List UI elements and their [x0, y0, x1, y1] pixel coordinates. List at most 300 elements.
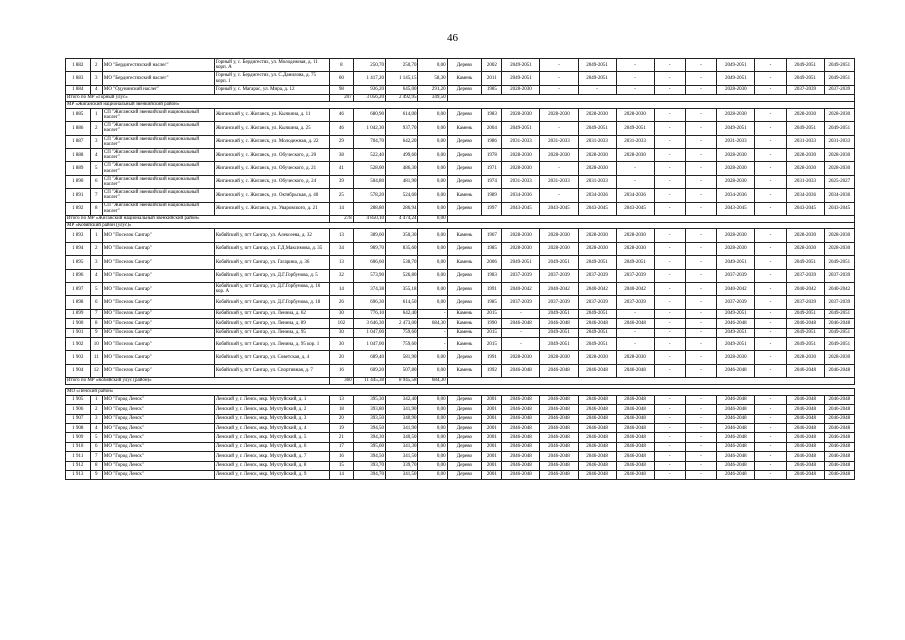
table-cell: 1 899 [66, 309, 91, 318]
table-cell: 2028-2030 [824, 351, 854, 364]
table-cell: 393,50 [353, 414, 385, 423]
table-cell: - [755, 309, 786, 318]
table-cell: 341,50 [386, 452, 418, 461]
table-cell: МО "Город Ленск" [102, 414, 214, 423]
table-cell: - [616, 309, 654, 318]
table-cell: 29 [330, 135, 354, 148]
table-cell: 2049-2051 [578, 122, 616, 135]
table-cell: 6 [90, 296, 102, 309]
table-cell: 2046-2048 [502, 452, 540, 461]
table-cell: - [685, 309, 716, 318]
table-cell: 2037-2039 [616, 269, 654, 282]
table-cell: 2028-2030 [502, 162, 540, 175]
table-row [66, 283, 855, 296]
table-cell: 1 905 [66, 395, 91, 404]
table-cell: 2037-2039 [786, 269, 824, 282]
table-cell: - [685, 414, 716, 423]
table-cell: 2 [90, 59, 102, 72]
table-cell: 2046-2048 [616, 319, 654, 328]
table-cell: 1 907 [66, 414, 91, 423]
table-cell: 2037-2039 [717, 269, 755, 282]
table-cell: - [685, 405, 716, 414]
table-cell: 1 047,00 [353, 338, 385, 351]
table-cell: - [685, 319, 716, 328]
table-cell: МО "Бердигестяхский наслег" [102, 59, 214, 72]
table-cell: 1 912 [66, 461, 91, 470]
table-cell: 0,00 [418, 351, 447, 364]
table-cell: Кобяйский у, пгт Сангар, ул. Г.Д.Максимова, д. 35 [214, 242, 329, 255]
table-cell: - [654, 242, 685, 255]
table-cell: - [654, 319, 685, 328]
table-cell: 2025-2027 [824, 175, 854, 188]
table-cell: 2034-2036 [717, 189, 755, 202]
table-cell: 25 [330, 189, 354, 202]
table-cell: - [654, 452, 685, 461]
table-cell: 0,00 [418, 452, 447, 461]
table-cell: 7 [90, 189, 102, 202]
table-cell: 704,70 [353, 135, 385, 148]
table-cell: 14 [330, 202, 354, 215]
table-cell: 2040-2042 [502, 283, 540, 296]
table-cell: - [616, 328, 654, 337]
table-cell: МО "Поселок Сангар" [102, 296, 214, 309]
table-cell: 573,90 [353, 269, 385, 282]
total-value: 278 [330, 215, 354, 222]
table-cell: 524,60 [386, 189, 418, 202]
table-cell: - [685, 122, 716, 135]
table-row [66, 296, 855, 309]
section-header: МР «Кобяйский район (улус)» [66, 222, 855, 229]
table-cell: 0,00 [418, 148, 447, 161]
table-cell: 102 [330, 319, 354, 328]
table-cell: 2040-2042 [578, 283, 616, 296]
table-row [66, 269, 855, 282]
table-cell: 0,00 [418, 405, 447, 414]
table-cell: - [685, 148, 716, 161]
table-cell: - [685, 283, 716, 296]
table-cell: 6 [90, 175, 102, 188]
table-cell: 2001 [482, 423, 502, 432]
table-cell: 2028-2030 [616, 108, 654, 121]
table-cell: - [540, 59, 578, 72]
table-cell: Камень [447, 189, 482, 202]
table-cell: Камень [447, 364, 482, 377]
table-cell: Дерево [447, 461, 482, 470]
table-cell: Жиганский у, с. Жиганск, ул. Кычкина, д. 11 [214, 108, 329, 121]
table-cell: МО "Поселок Сангар" [102, 309, 214, 318]
table-cell: - [540, 162, 578, 175]
table-cell: 17 [330, 442, 354, 451]
table-cell: 0,00 [418, 122, 447, 135]
table-cell: 2028-2030 [616, 148, 654, 161]
table-cell: Кобяйский у, пгт Сангар, ул. Советская, д. 4 [214, 351, 329, 364]
table-cell: 2046-2048 [717, 414, 755, 423]
table-cell: - [502, 328, 540, 337]
table-cell: 15 [330, 461, 354, 470]
table-cell: - [755, 162, 786, 175]
table-cell: 2034-2036 [502, 189, 540, 202]
table-cell: 2049-2051 [786, 59, 824, 72]
total-value: 349,50 [418, 95, 447, 102]
table-cell: - [502, 338, 540, 351]
table-cell: МО "Бердигестяхский наслег" [102, 72, 214, 85]
table-cell: 0,00 [418, 189, 447, 202]
total-value: 4 850,10 [353, 215, 385, 222]
table-cell: Дерево [447, 423, 482, 432]
table-cell: 2037-2039 [616, 296, 654, 309]
table-cell: 3 [90, 135, 102, 148]
table-cell: 1 913 [66, 470, 91, 479]
table-cell: 759,60 [386, 328, 418, 337]
table-cell: 499,60 [386, 148, 418, 161]
table-cell: 2037-2039 [540, 269, 578, 282]
table-cell: 2046-2048 [578, 405, 616, 414]
table-cell: 2049-2051 [540, 309, 578, 318]
table-cell: 2028-2030 [717, 108, 755, 121]
table-row [66, 423, 855, 432]
table-cell: 2049-2051 [578, 338, 616, 351]
table-cell: 394,30 [353, 433, 385, 442]
table-cell: 2046-2048 [786, 461, 824, 470]
table-cell: - [685, 175, 716, 188]
table-cell: - [755, 442, 786, 451]
table-cell: 20 [330, 414, 354, 423]
table-cell: - [540, 85, 578, 94]
table-cell: 2049-2051 [717, 309, 755, 318]
table-cell: 614,00 [386, 108, 418, 121]
table-cell: - [685, 296, 716, 309]
table-cell: 2046-2048 [540, 414, 578, 423]
table-cell: 2046-2048 [786, 433, 824, 442]
table-cell: - [654, 364, 685, 377]
table-cell: 645,00 [386, 85, 418, 94]
table-cell: 2028-2030 [540, 148, 578, 161]
table-cell: 2031-2033 [717, 135, 755, 148]
table-cell: 395,30 [353, 395, 385, 404]
table-cell: СП "Жиганский эвенкийский национальный наслег" [102, 202, 214, 215]
table-cell: - [685, 338, 716, 351]
table-cell: 2046-2048 [824, 364, 854, 377]
table-cell: 2031-2033 [786, 175, 824, 188]
table-cell: - [755, 242, 786, 255]
table-cell: - [685, 452, 716, 461]
table-cell: 2028-2030 [717, 85, 755, 94]
table-cell: 2034-2036 [578, 189, 616, 202]
table-row [66, 175, 855, 188]
table-cell: - [685, 351, 716, 364]
table-cell: 2031-2033 [578, 175, 616, 188]
table-row [66, 461, 855, 470]
table-cell: 0,00 [418, 175, 447, 188]
table-cell: 2046-2048 [502, 461, 540, 470]
table-cell: 4 [90, 269, 102, 282]
table-cell: МО "Поселок Сангар" [102, 338, 214, 351]
table-cell: - [755, 296, 786, 309]
table-cell: 507,80 [386, 364, 418, 377]
table-cell: 528,00 [353, 162, 385, 175]
table-cell: - [654, 202, 685, 215]
table-cell: 2049-2051 [540, 328, 578, 337]
table-cell: - [685, 85, 716, 94]
table-cell: - [755, 283, 786, 296]
table-cell: Дерево [447, 59, 482, 72]
table-cell: 2046-2048 [717, 405, 755, 414]
table-cell: МО "Поселок Сангар" [102, 328, 214, 337]
page-number: 46 [447, 32, 458, 44]
table-cell: 2046-2048 [824, 433, 854, 442]
table-cell: 642,20 [386, 135, 418, 148]
table-cell: 2028-2030 [540, 229, 578, 242]
table-cell: 2004 [482, 122, 502, 135]
total-value: 11 445,38 [353, 378, 385, 385]
table-cell: 1 886 [66, 122, 91, 135]
table-cell: 2049-2051 [786, 328, 824, 337]
table-cell: 2031-2033 [578, 135, 616, 148]
table-cell: - [685, 269, 716, 282]
table-cell: 696,30 [353, 296, 385, 309]
table-cell: Кобяйский у, пгт Сангар, ул. Д.Г.Горбунова, д. 5 [214, 269, 329, 282]
table-row [66, 85, 855, 94]
table-cell: 1990 [482, 319, 502, 328]
table-cell: - [540, 72, 578, 85]
table-cell: 2046-2048 [502, 433, 540, 442]
table-cell: - [685, 364, 716, 377]
table-cell: МО "Город Ленск" [102, 405, 214, 414]
table-cell: 2046-2048 [786, 405, 824, 414]
table-cell: Жиганский у, с. Жиганск, ул. Обуческого, д. 21 [214, 162, 329, 175]
table-row [66, 364, 855, 377]
table-cell: Кобяйский у, пгт Сангар, ул. Ленина, д. 89 [214, 319, 329, 328]
table-cell: МО "Поселок Сангар" [102, 319, 214, 328]
table-cell: - [654, 338, 685, 351]
table-cell: 2031-2033 [540, 175, 578, 188]
table-cell: 2 473,00 [386, 319, 418, 328]
table-cell: 341,30 [386, 442, 418, 451]
table-cell: 1 888 [66, 148, 91, 161]
table-cell: 2046-2048 [824, 442, 854, 451]
table-cell: 2028-2030 [717, 351, 755, 364]
table-cell: 288,80 [353, 202, 385, 215]
table-cell: - [654, 162, 685, 175]
table-cell: 2049-2051 [502, 59, 540, 72]
table-cell: 2028-2030 [786, 148, 824, 161]
table-cell: СП "Жиганский эвенкийский национальный наслег" [102, 135, 214, 148]
table-cell: - [654, 175, 685, 188]
table-row [66, 122, 855, 135]
table-cell: Кобяйский у, пгт Сангар, ул. Д.Г.Горбунова, д. 16 кор. А [214, 283, 329, 296]
table-cell: 2028-2030 [502, 108, 540, 121]
table-cell: 526,80 [386, 269, 418, 282]
table-cell: 2046-2048 [578, 452, 616, 461]
table-cell: 504,80 [353, 175, 385, 188]
table-cell: 8 [330, 59, 354, 72]
table-cell: МО "Поселок Сангар" [102, 351, 214, 364]
table-cell: - [654, 283, 685, 296]
table-cell: 2043-2045 [824, 202, 854, 215]
section-header-row [66, 222, 855, 229]
table-cell: 2046-2048 [540, 461, 578, 470]
table-cell: 1 894 [66, 242, 91, 255]
table-cell: - [755, 85, 786, 94]
table-cell: 2049-2051 [717, 59, 755, 72]
total-label: Итого по МР «Кобяйский улус (район)» [66, 378, 330, 385]
table-cell: 2046-2048 [502, 319, 540, 328]
table-cell: 2046-2048 [540, 433, 578, 442]
table-cell: 0,00 [418, 296, 447, 309]
table-cell: 2046-2048 [540, 442, 578, 451]
table-cell: Дерево [447, 433, 482, 442]
table-cell: 2046-2048 [578, 414, 616, 423]
total-value: 684,30 [418, 378, 447, 385]
table-cell: 2037-2039 [578, 296, 616, 309]
table-row [66, 328, 855, 337]
table-row [66, 162, 855, 175]
table-cell: 2028-2030 [717, 229, 755, 242]
table-cell: 2046-2048 [502, 423, 540, 432]
table-cell: 2028-2030 [502, 242, 540, 255]
table-cell: 2046-2048 [717, 319, 755, 328]
table-cell: МО "Город Ленск" [102, 395, 214, 404]
table-cell: 2028-2030 [540, 351, 578, 364]
table-cell: - [755, 364, 786, 377]
table-cell: - [685, 328, 716, 337]
table-cell: 2046-2048 [824, 405, 854, 414]
table-cell: 2049-2051 [786, 72, 824, 85]
table-cell: 16 [330, 452, 354, 461]
table-cell: Дерево [447, 242, 482, 255]
table-cell: 2046-2048 [578, 470, 616, 479]
table-cell: 2046-2048 [540, 395, 578, 404]
table-cell: Дерево [447, 148, 482, 161]
table-cell: 393,70 [353, 461, 385, 470]
table-cell: 2031-2033 [502, 135, 540, 148]
table-cell: - [654, 72, 685, 85]
table-cell: 60 [330, 72, 354, 85]
table-cell: 2002 [482, 59, 502, 72]
table-cell: 2006 [482, 256, 502, 269]
table-cell: 522,40 [353, 148, 385, 161]
table-cell: 340,90 [386, 414, 418, 423]
table-cell: Жиганский у, с. Жиганск, ул. Кычкина, д. 25 [214, 122, 329, 135]
table-cell: Дерево [447, 162, 482, 175]
table-cell: 1 [90, 229, 102, 242]
table-cell: Камень [447, 319, 482, 328]
section-header-row [66, 101, 855, 108]
table-cell: - [685, 162, 716, 175]
table-cell: 680,90 [353, 108, 385, 121]
table-cell: Ленский у, г. Ленск, мкр. Мухтуйский, д. 3 [214, 414, 329, 423]
table-cell: - [685, 442, 716, 451]
table-cell: 2049-2051 [717, 122, 755, 135]
total-value: 4 474,24 [386, 215, 418, 222]
table-cell: - [502, 309, 540, 318]
table-cell: 1 890 [66, 175, 91, 188]
table-cell: - [755, 148, 786, 161]
table-cell: 0,00 [418, 364, 447, 377]
table-cell: 0,00 [418, 395, 447, 404]
table-cell: Ленский у, г. Ленск, мкр. Мухтуйский, д. 7 [214, 452, 329, 461]
table-cell: - [685, 461, 716, 470]
table-cell: 0,00 [418, 162, 447, 175]
total-empty [447, 378, 854, 385]
table-cell: 2046-2048 [717, 395, 755, 404]
table-cell: 835,60 [386, 242, 418, 255]
table-cell: 1 047,00 [353, 328, 385, 337]
table-cell: 2028-2030 [824, 108, 854, 121]
table-cell: 2001 [482, 442, 502, 451]
table-cell: Дерево [447, 405, 482, 414]
table-body [66, 59, 855, 480]
table-cell: 776,10 [353, 309, 385, 318]
table-cell: 2028-2030 [824, 229, 854, 242]
table-cell: 2046-2048 [824, 395, 854, 404]
table-cell: 1 417,20 [353, 72, 385, 85]
table-cell: - [755, 269, 786, 282]
table-cell: - [616, 175, 654, 188]
table-cell: 2049-2051 [502, 122, 540, 135]
table-cell: 2046-2048 [578, 364, 616, 377]
total-label: Итого по МР «Жиганский национальный эвенкийский район» [66, 215, 330, 222]
table-cell: 2049-2051 [578, 59, 616, 72]
table-cell: 0,00 [418, 242, 447, 255]
table-cell: Ленский у, г. Ленск, мкр. Мухтуйский, д. 1 [214, 395, 329, 404]
table-cell: - [685, 135, 716, 148]
table-cell: 1986 [482, 135, 502, 148]
table-cell: - [755, 452, 786, 461]
table-cell: 98 [330, 85, 354, 94]
table-cell: МО "Поселок Сангар" [102, 364, 214, 377]
table-cell: 2031-2033 [616, 135, 654, 148]
table-cell: 581,90 [386, 351, 418, 364]
table-cell: 2049-2051 [578, 256, 616, 269]
table-cell: Камень [447, 338, 482, 351]
table-cell: 2028-2030 [578, 351, 616, 364]
table-cell: 2046-2048 [786, 423, 824, 432]
table-cell: Камень [447, 309, 482, 318]
table-cell: - [755, 108, 786, 121]
table-cell: Камень [447, 229, 482, 242]
table-cell: 2046-2048 [540, 470, 578, 479]
table-cell: 2037-2039 [502, 269, 540, 282]
table-cell: 2040-2042 [786, 283, 824, 296]
table-cell: 578,20 [353, 189, 385, 202]
table-cell: 8 [90, 319, 102, 328]
table-cell: - [654, 269, 685, 282]
table-cell: - [755, 135, 786, 148]
table-cell: 1 889 [66, 162, 91, 175]
table-cell: 46 [330, 122, 354, 135]
table-cell: 1997 [482, 202, 502, 215]
table-cell: - [418, 309, 447, 318]
table-cell: Кобяйский у, пгт Сангар, ул. Алексеева, д. 32 [214, 229, 329, 242]
table-cell: 2028-2030 [786, 351, 824, 364]
table-cell: 2049-2051 [824, 309, 854, 318]
table-cell: 2046-2048 [616, 405, 654, 414]
table-cell: 2046-2048 [502, 414, 540, 423]
table-cell: 2049-2051 [717, 328, 755, 337]
table-cell: 16 [330, 364, 354, 377]
table-cell: 2001 [482, 452, 502, 461]
table-cell: 2046-2048 [540, 405, 578, 414]
table-cell: 1 901 [66, 328, 91, 337]
table-cell: 2043-2045 [502, 202, 540, 215]
table-cell: 339,70 [386, 461, 418, 470]
table-cell: 2046-2048 [824, 461, 854, 470]
table-cell: 2046-2048 [502, 442, 540, 451]
table-row [66, 256, 855, 269]
table-cell: - [685, 423, 716, 432]
table-cell: 2046-2048 [824, 423, 854, 432]
